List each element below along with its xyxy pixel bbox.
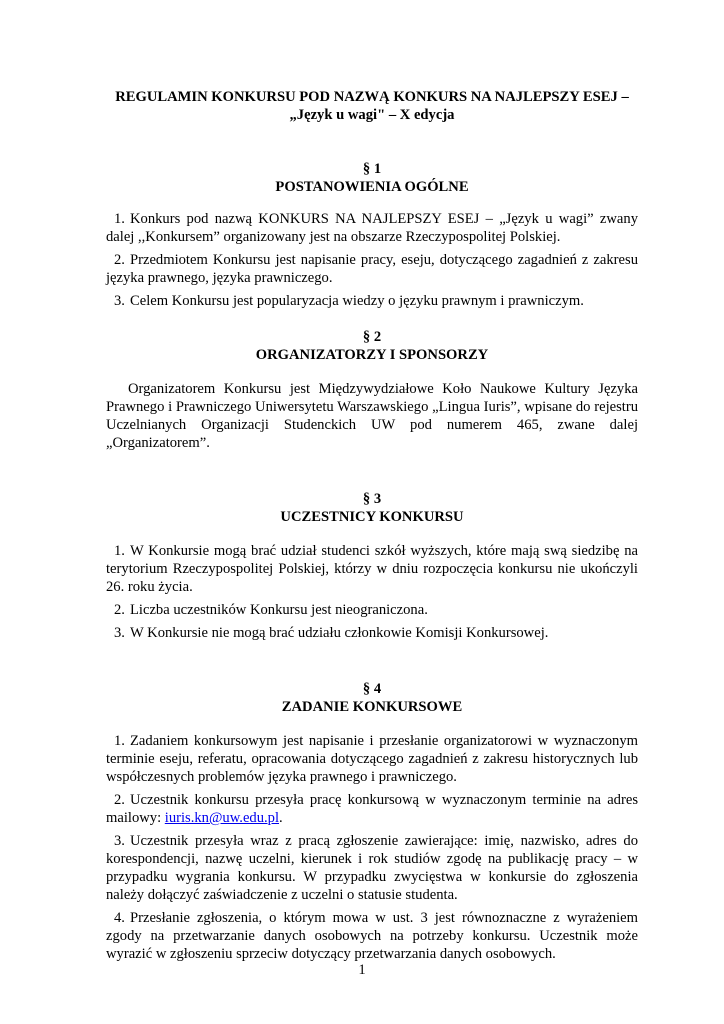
item-text: Celem Konkursu jest popularyzacja wiedzy o języku prawnym i prawniczym.: [130, 293, 584, 309]
item-text: Zadaniem konkursowym jest napisanie i przesłanie organizatorowi w wyznaczonym terminie eseju, referatu, opracowania dotyczącego zagadnień z zakresu historycznych lub współczesnych problemów języka prawnego i prawniczego.: [106, 733, 638, 785]
item-text-after: .: [279, 810, 283, 826]
section-1-item-1: [106, 210, 638, 246]
section-3-item-2: [106, 601, 638, 619]
item-number: 1.: [114, 543, 125, 559]
item-number: 1.: [114, 211, 125, 227]
section-4-item-4: [106, 909, 638, 963]
item-text: Uczestnik konkursu przesyła pracę konkursową w wyznaczonym terminie na adres mailowy:: [106, 792, 638, 826]
section-1-number: § 1: [362, 161, 382, 177]
section-4-item-3: [106, 832, 638, 904]
item-text: Uczestnik przesyła wraz z pracą zgłoszenie zawierające: imię, nazwisko, adres do korespondencji, nazwę uczelni, kierunek i rok studiów zgodę na publikację pracy – w przypadku wygrania konkursu. W przypadku zwycięstwa w konkursie do zgłoszenia należy dołączyć zaświadczenie z uczelni o statusie studenta.: [106, 833, 638, 903]
document-title-line-2: „Język u wagi" – X edycja: [289, 107, 455, 123]
item-number: 3.: [114, 833, 125, 849]
section-4-title: ZADANIE KONKURSOWE: [281, 699, 463, 715]
section-2-number: § 2: [362, 329, 382, 345]
item-text: W Konkursie nie mogą brać udziału członkowie Komisji Konkursowej.: [130, 625, 549, 641]
item-text: Przedmiotem Konkursu jest napisanie pracy, eseju, dotyczącego zagadnień z zakresu języka prawnego, języka prawniczego.: [106, 252, 638, 286]
item-text: W Konkursie mogą brać udział studenci szkół wyższych, które mają swą siedzibę na terytorium Rzeczypospolitej Polskiej, którzy w dniu rozpoczęcia konkursu nie ukończyli 26. roku życia.: [106, 543, 638, 595]
item-number: 4.: [114, 910, 125, 926]
document-title-line-1: REGULAMIN KONKURSU POD NAZWĄ KONKURS NA NAJLEPSZY ESEJ –: [115, 89, 629, 105]
section-3-item-1: [106, 542, 638, 596]
email-link[interactable]: iuris.kn@uw.edu.pl: [164, 810, 280, 826]
section-4-number: § 4: [362, 681, 382, 697]
section-3-number: § 3: [362, 491, 382, 507]
item-number: 3.: [114, 625, 125, 641]
document-body: [106, 88, 638, 963]
item-number: 2.: [114, 602, 125, 618]
item-text: Przesłanie zgłoszenia, o którym mowa w ust. 3 jest równoznaczne z wyrażeniem zgody na przetwarzanie danych osobowych na potrzeby konkursu. Uczestnik może wyrazić w zgłoszeniu sprzeciw dotyczący przetwarzania danych osobowych.: [106, 910, 638, 962]
item-number: 2.: [114, 792, 125, 808]
section-4-item-2: [106, 791, 638, 827]
section-2-paragraph: Organizatorem Konkursu jest Międzywydziałowe Koło Naukowe Kultury Języka Prawnego i Prawniczego Uniwersytetu Warszawskiego „Lingua Iuris”, wpisane do rejestru Uczelnianych Organizacji Studenckich UW pod numerem 465, zwane dalej „Organizatorem”.: [106, 381, 638, 451]
section-2-title: ORGANIZATORZY I SPONSORZY: [255, 347, 489, 363]
section-3-title: UCZESTNICY KONKURSU: [280, 509, 464, 525]
item-number: 1.: [114, 733, 125, 749]
section-1-item-2: [106, 251, 638, 287]
item-number: 2.: [114, 252, 125, 268]
section-1-title: POSTANOWIENIA OGÓLNE: [275, 179, 469, 195]
page-number: 1: [358, 962, 366, 978]
section-4-item-1: [106, 732, 638, 786]
section-3-item-3: [106, 624, 638, 642]
item-number: 3.: [114, 293, 125, 309]
item-text: Liczba uczestników Konkursu jest nieograniczona.: [130, 602, 428, 618]
section-1-item-3: [106, 292, 638, 310]
item-text: Konkurs pod nazwą KONKURS NA NAJLEPSZY ESEJ – „Język u wagi” zwany dalej ,,Konkursem” organizowany jest na obszarze Rzeczypospolitej Polskiej.: [106, 211, 638, 245]
